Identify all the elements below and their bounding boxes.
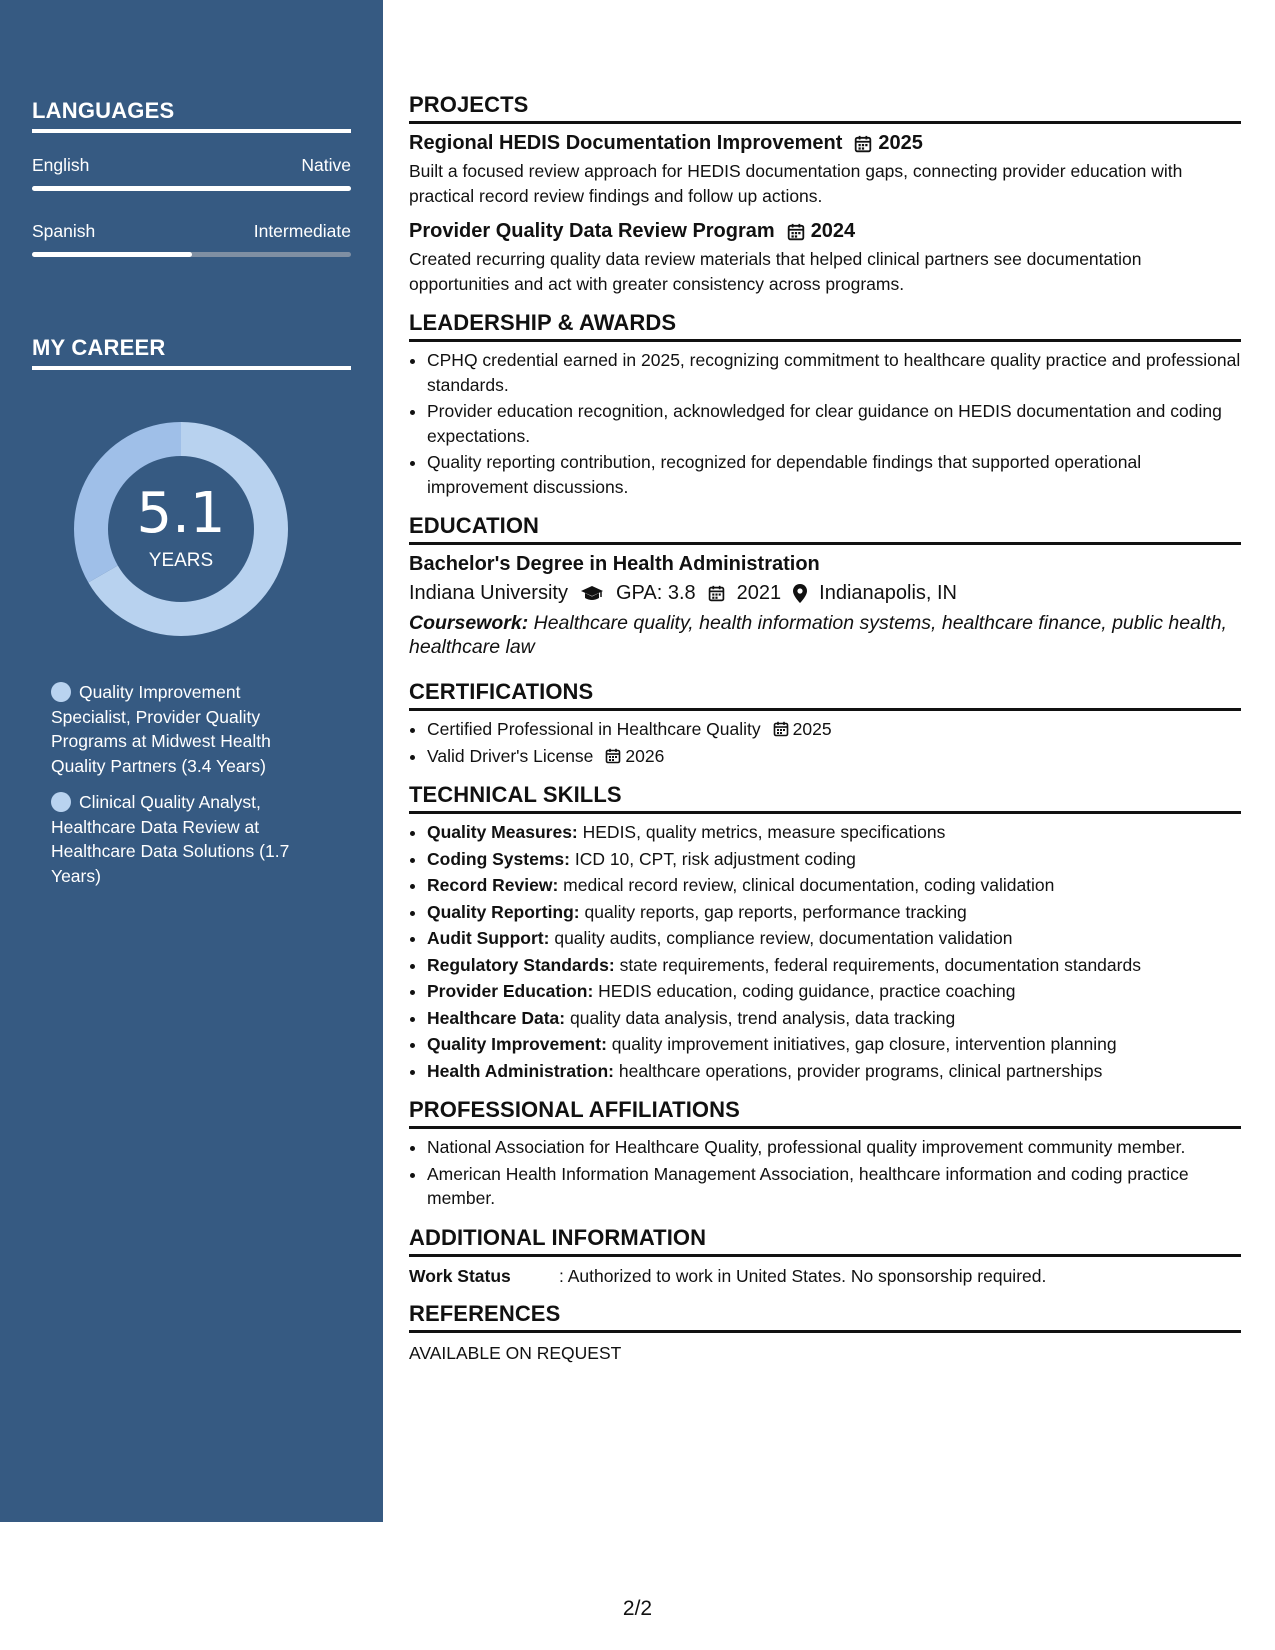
skill-value: healthcare operations, provider programs, clinical partnerships — [618, 1060, 1103, 1081]
language-english — [32, 155, 351, 191]
work-status-value: : Authorized to work in United States. No sponsorship required. — [559, 1265, 1047, 1286]
skill-value: medical record review, clinical documentation, coding validation — [563, 875, 1055, 895]
coursework-label: Coursework: — [409, 612, 529, 634]
calendar-icon — [854, 135, 872, 153]
skill-label: Regulatory Standards: — [427, 954, 615, 975]
skill-label: Quality Reporting: — [427, 901, 580, 922]
list-item: • National Association for Healthcare Quality, professional quality improvement community member. — [427, 1135, 1241, 1160]
skill-value: quality improvement initiatives, gap closure, intervention planning — [611, 1034, 1117, 1054]
affiliations-list — [409, 1135, 1241, 1211]
skill-label: Audit Support: — [427, 928, 550, 948]
list-item — [427, 1059, 1241, 1084]
affiliations-heading: PROFESSIONAL AFFILIATIONS — [409, 1097, 1241, 1129]
list-item — [427, 926, 1241, 951]
calendar-icon — [708, 585, 725, 602]
project-description: Created recurring quality data review materials that helped clinical partners see documentation opportunities and act with greater consistency across programs. — [409, 249, 1142, 294]
career-item-text: Clinical Quality Analyst, Healthcare Data Review at Healthcare Data Solutions (1.7 Years) — [51, 792, 290, 886]
language-proficiency-fill — [32, 252, 192, 257]
skill-value: quality reports, gap reports, performance tracking — [584, 901, 967, 922]
career-item — [51, 680, 321, 778]
list-item — [427, 953, 1241, 978]
skill-value: HEDIS education, coding guidance, practice coaching — [598, 981, 1016, 1001]
project-year: 2025 — [878, 132, 923, 154]
certifications-list — [409, 717, 1241, 768]
references-heading: REFERENCES — [409, 1301, 1241, 1333]
leadership-list — [409, 348, 1241, 499]
career-dot-icon — [51, 682, 71, 702]
location-pin-icon — [793, 584, 807, 603]
languages-heading: LANGUAGES — [32, 98, 351, 133]
language-level: Intermediate — [253, 221, 351, 241]
career-heading: MY CAREER — [32, 335, 351, 370]
projects-heading: PROJECTS — [409, 92, 1241, 124]
project-name: Provider Quality Data Review Program — [409, 220, 775, 242]
education-location: Indianapolis, IN — [819, 582, 958, 604]
project-title — [409, 132, 1241, 155]
page-number: 2/2 — [622, 1597, 653, 1620]
skill-label: Quality Improvement: — [427, 1034, 607, 1054]
career-years-unit: YEARS — [148, 550, 214, 571]
certification-year: 2025 — [792, 719, 832, 739]
sidebar — [0, 0, 383, 1522]
skill-value: quality data analysis, trend analysis, data tracking — [570, 1007, 956, 1028]
leadership-heading: LEADERSHIP & AWARDS — [409, 310, 1241, 342]
project-name: Regional HEDIS Documentation Improvement — [409, 132, 843, 154]
work-status-label: Work Status — [409, 1265, 511, 1286]
career-list — [32, 680, 351, 888]
list-item — [427, 847, 1241, 872]
list-item — [427, 1032, 1241, 1057]
graduation-year: 2021 — [736, 582, 782, 604]
certifications-heading: CERTIFICATIONS — [409, 679, 1241, 711]
certification-year: 2026 — [625, 745, 665, 766]
skill-value: HEDIS, quality metrics, measure specifications — [582, 822, 946, 842]
career-dot-icon — [51, 792, 71, 812]
language-proficiency-bar — [32, 252, 351, 257]
school-name: Indiana University — [409, 582, 568, 604]
work-status-row — [409, 1266, 1241, 1287]
list-item — [427, 1006, 1241, 1031]
skill-label: Health Administration: — [427, 1060, 614, 1081]
additional-info-heading: ADDITIONAL INFORMATION — [409, 1225, 1241, 1257]
technical-skills-heading: TECHNICAL SKILLS — [409, 782, 1241, 814]
project-description: Built a focused review approach for HEDIS documentation gaps, connecting provider education with practical record review findings and follow up actions. — [409, 161, 1183, 206]
calendar-icon — [773, 721, 789, 737]
gpa: GPA: 3.8 — [615, 582, 696, 604]
language-proficiency-bar — [32, 186, 351, 191]
list-item — [427, 979, 1241, 1004]
education-heading: EDUCATION — [409, 513, 1241, 545]
list-item — [427, 873, 1241, 898]
career-item — [51, 790, 321, 888]
career-donut-chart — [66, 414, 296, 644]
coursework — [409, 611, 1241, 659]
references-text: AVAILABLE ON REQUEST — [409, 1342, 622, 1363]
main-content — [409, 92, 1241, 1364]
skills-list — [409, 820, 1241, 1083]
language-spanish — [32, 221, 351, 257]
skill-label: Provider Education: — [427, 981, 594, 1001]
list-item — [427, 717, 1241, 742]
language-name: English — [32, 155, 90, 175]
skill-label: Healthcare Data: — [427, 1007, 566, 1028]
certification-name: Valid Driver's License — [427, 745, 594, 766]
list-item — [427, 900, 1241, 925]
language-name: Spanish — [32, 221, 96, 241]
career-item-text: Quality Improvement Specialist, Provider Quality Programs at Midwest Health Quality Partners (3.4 Years) — [51, 682, 271, 776]
skill-value: quality audits, compliance review, documentation validation — [554, 928, 1013, 948]
list-item: • American Health Information Management Association, healthcare information and coding practice member. — [427, 1162, 1241, 1211]
skill-label: Quality Measures: — [427, 822, 578, 842]
language-proficiency-fill — [32, 186, 351, 191]
donut-center — [66, 414, 296, 644]
language-level: Native — [301, 155, 351, 175]
project-year: 2024 — [810, 220, 856, 242]
list-item: • Provider education recognition, acknowledged for clear guidance on HEDIS documentation and coding expectations. — [427, 399, 1241, 448]
skill-value: ICD 10, CPT, risk adjustment coding — [574, 848, 856, 869]
calendar-icon — [787, 223, 805, 241]
career-total-years: 5.1 — [136, 481, 226, 546]
list-item — [427, 820, 1241, 845]
coursework-text: Healthcare quality, health information systems, healthcare finance, public health, healthcare law — [409, 612, 1227, 658]
graduation-cap-icon — [580, 585, 604, 603]
list-item: • Quality reporting contribution, recognized for dependable findings that supported operational improvement discussions. — [427, 450, 1241, 499]
education-meta — [409, 582, 1241, 605]
list-item — [427, 744, 1241, 769]
skill-value: state requirements, federal requirements, documentation standards — [619, 954, 1141, 975]
list-item: • CPHQ credential earned in 2025, recognizing commitment to healthcare quality practice and professional standards. — [427, 348, 1241, 397]
skill-label: Record Review: — [427, 875, 559, 895]
certification-name: Certified Professional in Healthcare Quality — [427, 719, 761, 739]
degree-title: Bachelor's Degree in Health Administration — [409, 553, 820, 575]
project-title — [409, 220, 1241, 243]
calendar-icon — [605, 748, 621, 764]
skill-label: Coding Systems: — [427, 848, 570, 869]
